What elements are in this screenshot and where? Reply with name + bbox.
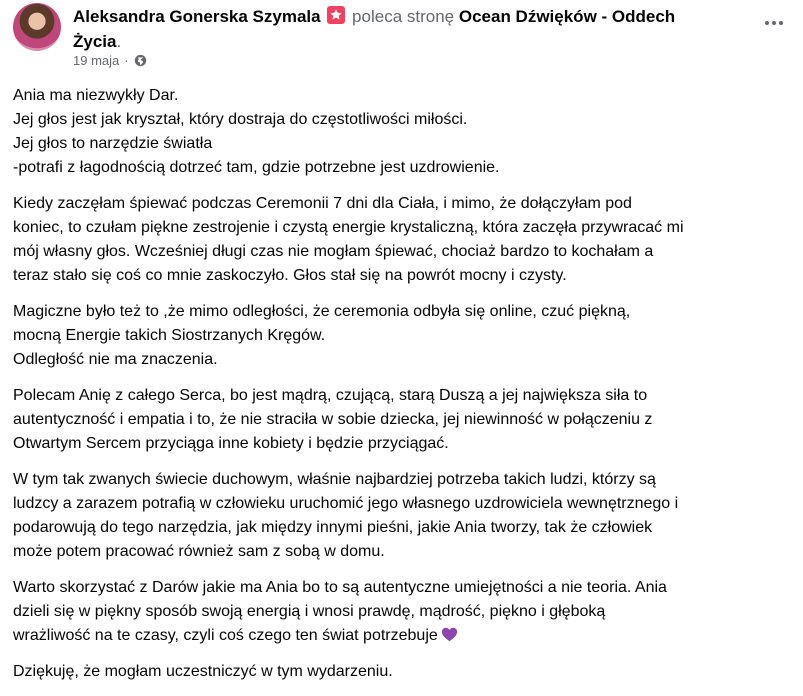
text-line: Dziękuję, że mogłam uczestniczyć w tym wydarzeniu. bbox=[13, 663, 393, 680]
text-line: może potem pracować również sam z sobą w domu. bbox=[13, 543, 385, 560]
text-line-with-emoji bbox=[13, 624, 798, 648]
page-name-line2: Życia bbox=[73, 32, 117, 51]
recommend-text: poleca stronę bbox=[352, 7, 455, 26]
meta-separator: · bbox=[124, 53, 129, 68]
paragraph bbox=[13, 468, 798, 564]
text-line: Otwartym Sercem przyciąga inne kobiety i będzie przyciągać. bbox=[13, 435, 449, 452]
more-icon-dot bbox=[779, 21, 783, 25]
text-line: Ania ma niezwykły Dar. bbox=[13, 87, 179, 104]
post-header bbox=[13, 3, 790, 73]
text-line: Jej głos to narzędzie światła bbox=[13, 135, 213, 152]
text-line: podarowują do tego narzędzia, jak między innymi pieśni, jakie Ania tworzy, tak że człowiek bbox=[13, 519, 653, 536]
paragraph bbox=[13, 384, 798, 456]
globe-icon bbox=[134, 54, 147, 67]
more-icon-dot bbox=[772, 21, 776, 25]
text-line: mocną Energie takich Siostrzanych Kręgów. bbox=[13, 327, 326, 344]
text-line: Odległość nie ma znaczenia. bbox=[13, 351, 218, 368]
text-line: Jej głos jest jak kryształ, który dostraja do częstotliwości miłości. bbox=[13, 111, 468, 128]
text-line: Magiczne było też to ,że mimo odległości, że ceremonia odbyła się online, czuć piękną, bbox=[13, 303, 631, 320]
text-line: W tym tak zwanych świecie duchowym, właśnie najbardziej potrzeba takich ludzi, którzy są bbox=[13, 471, 656, 488]
text-line: mój własny głos. Wcześniej długi czas nie mogłam śpiewać, chociaż bardzo to kochałam a bbox=[13, 243, 654, 260]
text-line: dzieli się w piękny sposób swoją energią i wnosi prawdę, mądrość, piękno i głęboką bbox=[13, 603, 606, 620]
author-avatar[interactable] bbox=[13, 3, 61, 51]
author-name[interactable]: Aleksandra Gonerska Szymala bbox=[73, 7, 321, 26]
paragraph bbox=[13, 84, 798, 180]
page-name-line1: Ocean Dźwięków - Oddech bbox=[458, 7, 676, 26]
paragraph bbox=[13, 576, 798, 648]
purple-heart-icon bbox=[441, 626, 458, 643]
text-line: Kiedy zaczęłam śpiewać podczas Ceremonii 7 dni dla Ciała, i mimo, że dołączyłam pod bbox=[13, 195, 632, 212]
text-line: teraz stało się coś co mnie zaskoczyło. Głos stał się na powrót mocny i czysty. bbox=[13, 267, 567, 284]
paragraph bbox=[13, 300, 798, 372]
paragraph bbox=[13, 192, 798, 288]
text-line: wrażliwość na te czasy, czyli coś czego ten świat potrzebuje bbox=[13, 627, 438, 644]
more-icon-dot bbox=[765, 21, 769, 25]
text-line: ludzcy a zarazem potrafią w człowieku uruchomić jego własnego uzdrowiciela wewnętrznego i bbox=[13, 495, 679, 512]
title-period: . bbox=[116, 32, 122, 51]
recommend-icon bbox=[327, 6, 345, 24]
post-meta bbox=[73, 53, 147, 68]
text-line: Warto skorzystać z Darów jakie ma Ania bo to są autentyczne umiejętności a nie teoria. Ania bbox=[13, 579, 667, 596]
text-line: Polecam Anię z całego Serca, bo jest mądrą, czującą, starą Duszą a jej największa siła to bbox=[13, 387, 648, 404]
text-line: -potrafi z łagodnością dotrzeć tam, gdzie potrzebne jest uzdrowienie. bbox=[13, 159, 500, 176]
text-line: koniec, to czułam piękne zestrojenie i czystą energie krystaliczną, która zaczęła przywracać mi bbox=[13, 219, 684, 236]
more-options-button[interactable] bbox=[758, 11, 790, 35]
post-title bbox=[73, 4, 743, 54]
paragraph bbox=[13, 660, 798, 684]
post-date[interactable]: 19 maja bbox=[73, 53, 120, 68]
text-line: autentyczność i empatia i to, że nie straciła w sobie dziecka, jej niewinność w połączeniu z bbox=[13, 411, 653, 428]
post-body bbox=[13, 84, 798, 696]
